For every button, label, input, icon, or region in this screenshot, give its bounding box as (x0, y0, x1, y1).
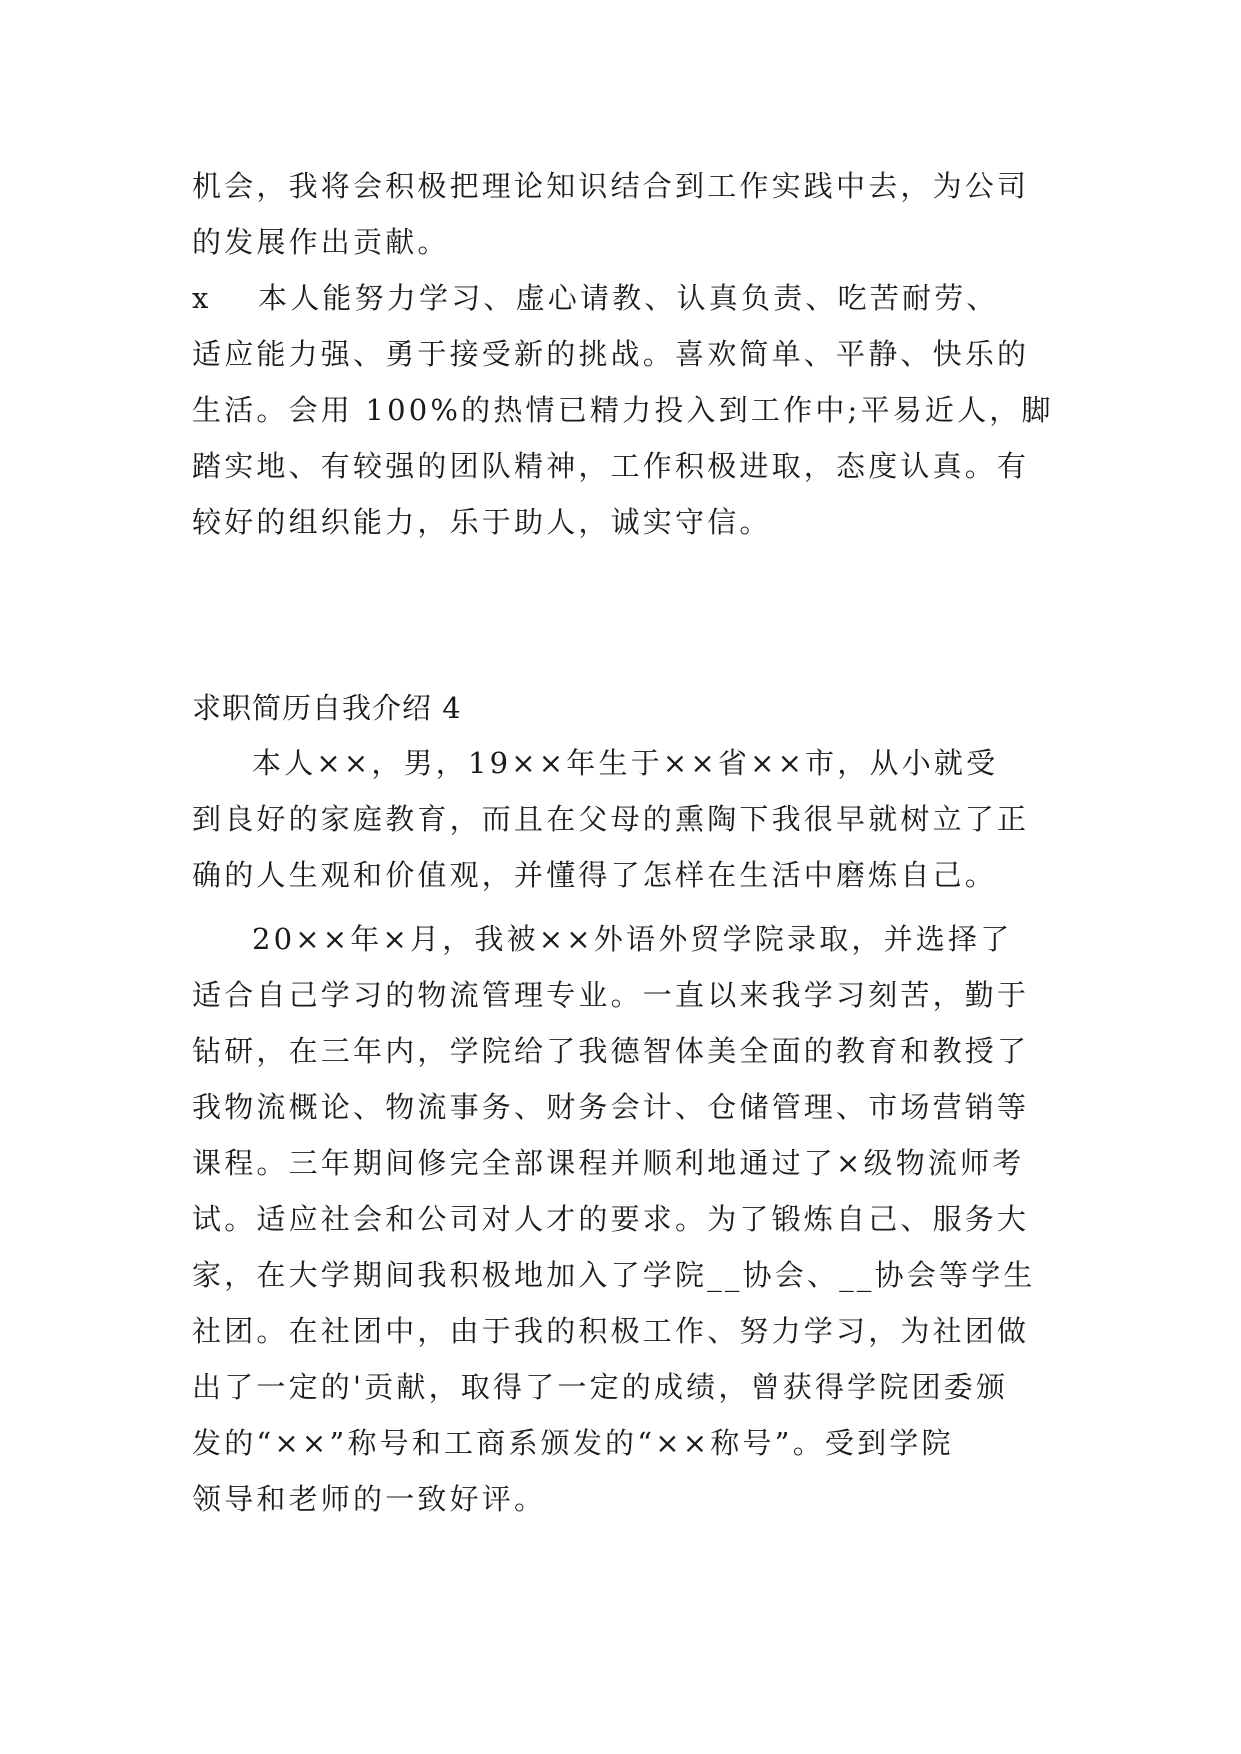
paragraph-line: 试。适应社会和公司对人才的要求。为了锻炼自己、服务大 (192, 1202, 1030, 1236)
paragraph-line: 到良好的家庭教育，而且在父母的熏陶下我很早就树立了正 (192, 802, 1030, 836)
paragraph-line: 适合自己学习的物流管理专业。一直以来我学习刻苦，勤于 (192, 978, 1030, 1012)
item-line: 本人能努力学习、虚心请教、认真负责、吃苦耐劳、 (258, 281, 999, 315)
paragraph-line: 家，在大学期间我积极地加入了学院__协会、__协会等学生 (192, 1258, 1036, 1292)
paragraph-line: 20××年×月，我被××外语外贸学院录取，并选择了 (252, 922, 1013, 956)
paragraph-line: 发的“××”称号和工商系颁发的“××称号”。受到学院 (192, 1426, 954, 1460)
item-line: 较好的组织能力，乐于助人，诚实守信。 (192, 505, 772, 539)
item-line: 适应能力强、勇于接受新的挑战。喜欢简单、平静、快乐的 (192, 337, 1030, 371)
item-line: 踏实地、有较强的团队精神，工作积极进取，态度认真。有 (192, 449, 1030, 483)
item-marker: x (192, 281, 209, 315)
paragraph-line: 确的人生观和价值观，并懂得了怎样在生活中磨炼自己。 (192, 858, 998, 892)
paragraph-line: 钻研，在三年内，学院给了我德智体美全面的教育和教授了 (192, 1034, 1030, 1068)
intro-line: 的发展作出贡献。 (192, 225, 450, 259)
intro-line: 机会，我将会积极把理论知识结合到工作实践中去，为公司 (192, 169, 1030, 203)
paragraph-line: 领导和老师的一致好评。 (192, 1482, 547, 1516)
paragraph-line: 社团。在社团中，由于我的积极工作、努力学习，为社团做 (192, 1314, 1030, 1348)
paragraph-line: 课程。三年期间修完全部课程并顺利地通过了×级物流师考 (192, 1146, 1025, 1180)
section-title: 求职简历自我介绍 4 (192, 691, 462, 725)
item-line: 生活。会用 100%的热情已精力投入到工作中;平易近人，脚 (192, 393, 1054, 427)
paragraph-line: 本人××，男，19××年生于××省××市，从小就受 (252, 746, 999, 780)
paragraph-line: 我物流概论、物流事务、财务会计、仓储管理、市场营销等 (192, 1090, 1030, 1124)
paragraph-line: 出了一定的'贡献，取得了一定的成绩，曾获得学院团委颁 (192, 1370, 1009, 1404)
